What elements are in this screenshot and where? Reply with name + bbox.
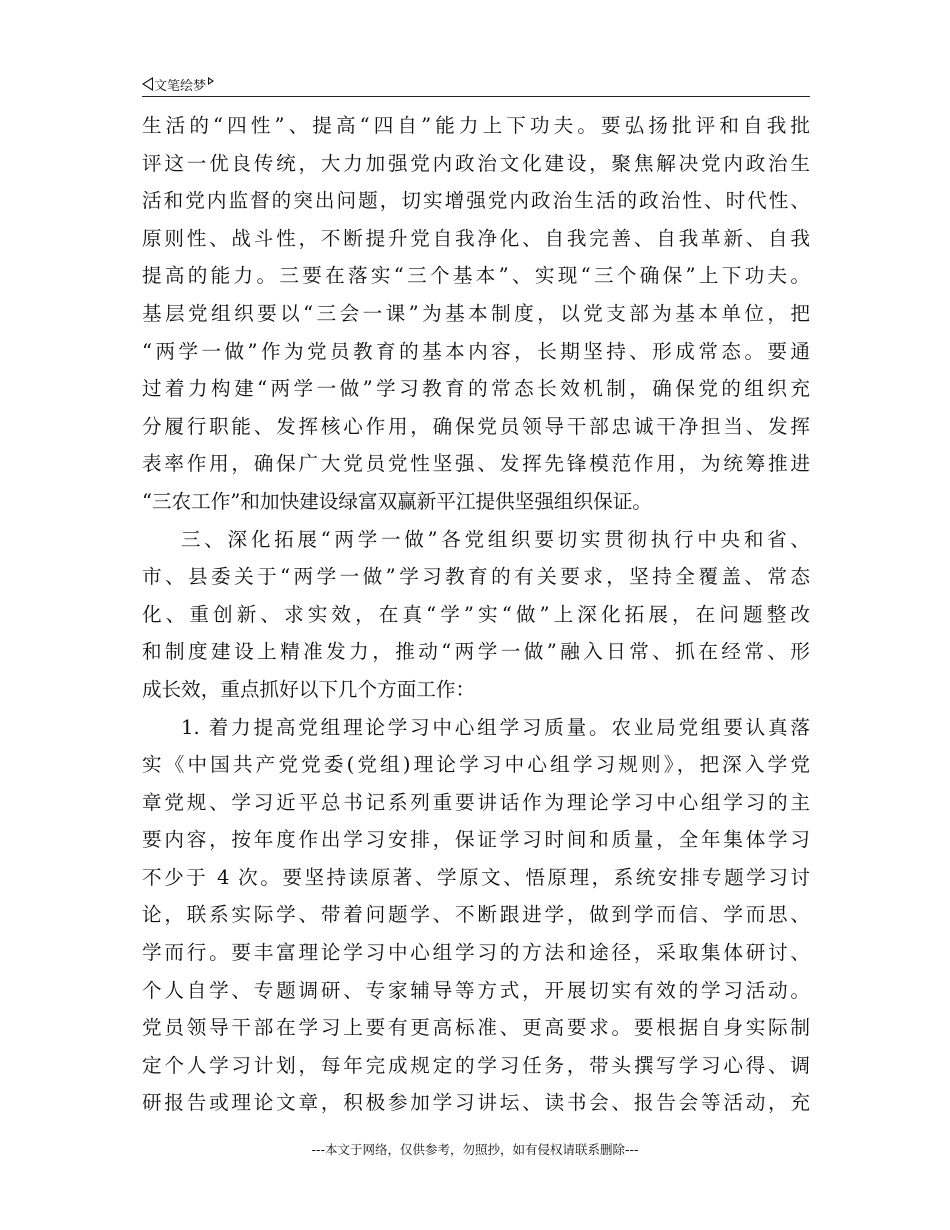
logo-text: 文笔绘梦 xyxy=(154,78,207,94)
logo xyxy=(142,74,214,94)
text-line: 生活的“四性”、提高“四自”能力上下功夫。要弘扬批评和自我批 xyxy=(142,114,810,137)
text-line: 原则性、战斗性，不断提升党自我净化、自我完善、自我革新、自我 xyxy=(142,226,810,250)
text-line: 定个人学习计划，每年完成规定的学习任务，带头撰写学习心得、调 xyxy=(142,1053,810,1077)
text-line: 活和党内监督的突出问题，切实增强党内政治生活的政治性、时代性、 xyxy=(142,189,810,213)
page-header xyxy=(142,74,810,97)
text-line: 过着力构建“两学一做”学习教育的常态长效机制，确保党的组织充 xyxy=(142,377,810,401)
text-line: 和制度建设上精准发力，推动“两学一做”融入日常、抓在经常、形 xyxy=(142,640,810,664)
document-body xyxy=(142,107,810,1122)
text-line: 表率作用，确保广大党员党性坚强、发挥先锋模范作用，为统筹推进 xyxy=(142,452,810,476)
text-line: 个人自学、专题调研、专家辅导等方式，开展切实有效的学习活动。 xyxy=(142,978,810,1002)
text-line: 分履行职能、发挥核心作用，确保党员领导干部忠诚干净担当、发挥 xyxy=(142,414,810,438)
footer-disclaimer: ---本文于网络，仅供参考，勿照抄，如有侵权请联系删除--- xyxy=(311,1142,639,1157)
text-line: 党员领导干部在学习上要有更高标准、更高要求。要根据自身实际制 xyxy=(142,1016,810,1040)
text-line: 研报告或理论文章，积极参加学习讲坛、读书会、报告会等活动，充 xyxy=(142,1091,810,1115)
text-line: 1. 着力提高党组理论学习中心组学习质量。农业局党组要认真落 xyxy=(181,715,810,739)
text-line: 论，联系实际学、带着问题学、不断跟进学，做到学而信、学而思、 xyxy=(142,903,810,927)
text-line: 实《中国共产党党委(党组)理论学习中心组学习规则》，把深入学党 xyxy=(142,753,810,777)
text-line: “两学一做”作为党员教育的基本内容，长期坚持、形成常态。要通 xyxy=(142,339,810,363)
text-line: 要内容，按年度作出学习安排，保证学习时间和质量，全年集体学习 xyxy=(142,828,810,852)
text-line: 市、县委关于“两学一做”学习教育的有关要求，坚持全覆盖、常态 xyxy=(142,565,810,589)
text-line: 基层党组织要以“三会一课”为基本制度，以党支部为基本单位，把 xyxy=(142,301,810,325)
text-line: “三农工作”和加快建设绿富双赢新平江提供坚强组织保证。 xyxy=(142,489,652,513)
text-line: 成长效，重点抓好以下几个方面工作： xyxy=(142,677,476,701)
right-triangle-icon xyxy=(208,77,214,85)
text-line: 化、重创新、求实效，在真“学”实“做”上深化拓展，在问题整改 xyxy=(142,602,810,626)
text-line: 不少于 4 次。要坚持读原著、学原文、悟原理，系统安排专题学习讨 xyxy=(142,865,810,889)
text-line: 学而行。要丰富理论学习中心组学习的方法和途径，采取集体研讨、 xyxy=(142,941,810,965)
text-line: 提高的能力。三要在落实“三个基本”、实现“三个确保”上下功夫。 xyxy=(142,264,810,288)
text-line: 章党规、学习近平总书记系列重要讲话作为理论学习中心组学习的主 xyxy=(142,790,810,814)
text-line: 评这一优良传统，大力加强党内政治文化建设，聚焦解决党内政治生 xyxy=(142,151,810,175)
text-line: 三、深化拓展“两学一做”各党组织要切实贯彻执行中央和省、 xyxy=(181,527,810,551)
left-triangle-icon xyxy=(142,77,153,91)
